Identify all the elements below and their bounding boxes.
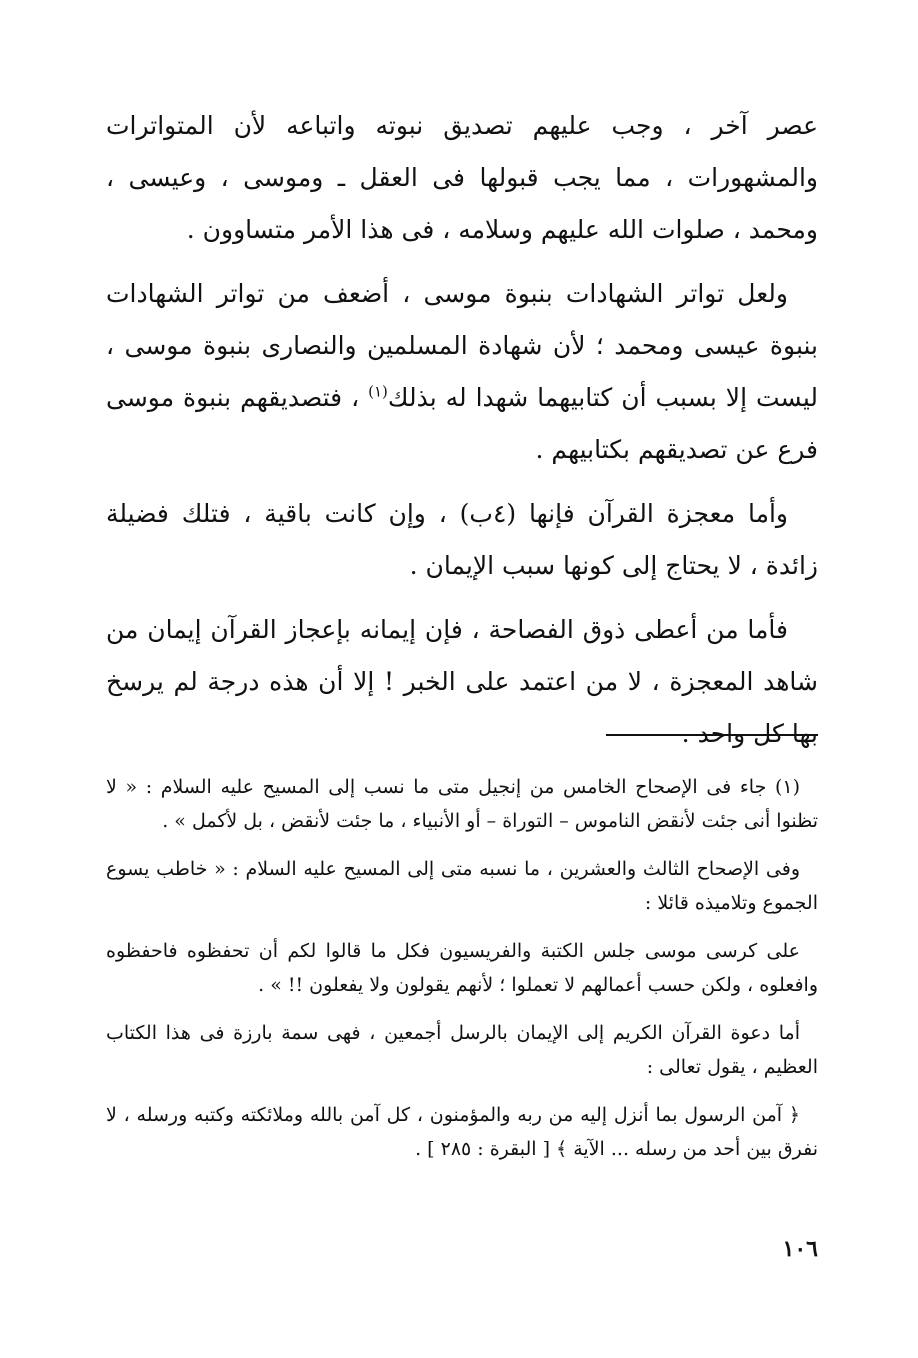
paragraph-2-text-after: ، فتصديقهم بنبوة موسى فرع عن تصديقهم بكتابيهم . [106, 383, 818, 464]
paragraph-1: عصر آخر ، وجب عليهم تصديق نبوته واتباعه لأن المتواترات والمشهورات ، مما يجب قبولها فى العقل ـ وموسى ، وعيسى ، ومحمد ، صلوات الله عليهم وسلامه ، فى هذا الأمر متساوون . [106, 111, 818, 244]
footnote-separator [606, 734, 818, 736]
paragraph-4: فأما من أعطى ذوق الفصاحة ، فإن إيمانه بإعجاز القرآن إيمان من شاهد المعجزة ، لا من اعتمد على الخبر ! إلا أن هذه درجة لم يرسخ بها كل واحد . [106, 615, 818, 748]
footnotes [106, 770, 818, 1180]
paragraph-2 [106, 268, 818, 476]
footnote-paragraph-3: على كرسى موسى جلس الكتبة والفريسيون فكل ما قالوا لكم أن تحفظوه فاحفظوه وافعلوه ، ولكن حسب أعمالهم لا تعملوا ؛ لأنهم يقولون ولا يفعلون !! » . [106, 940, 818, 996]
footnote-reference: (١) [368, 382, 388, 401]
paragraph-2-text: ولعل تواتر الشهادات بنبوة موسى ، أضعف من تواتر الشهادات بنبوة عيسى ومحمد ؛ لأن شهادة المسلمين والنصارى بنبوة موسى ، ليست إلا بسبب أن كتابيهما شهدا له بذلك [106, 279, 818, 412]
paragraph-3: وأما معجزة القرآن فإنها (٤ب) ، وإن كانت باقية ، فتلك فضيلة زائدة ، لا يحتاج إلى كونها سبب الإيمان . [106, 499, 818, 580]
main-text [106, 100, 818, 772]
footnote-paragraph-4: أما دعوة القرآن الكريم إلى الإيمان بالرسل أجمعين ، فهى سمة بارزة فى هذا الكتاب العظيم ، يقول تعالى : [106, 1022, 818, 1078]
page-number: ١٠٦ [782, 1236, 818, 1262]
footnote-paragraph-2: وفى الإصحاح الثالث والعشرين ، ما نسبه متى إلى المسيح عليه السلام : « خاطب يسوع الجموع وتلاميذه قائلا : [106, 858, 818, 914]
footnote-quran-verse: ﴿ آمن الرسول بما أنزل إليه من ربه والمؤمنون ، كل آمن بالله وملائكته وكتبه ورسله ، لا نفرق بين أحد من رسله ... الآية ﴾ [ البقرة : ٢٨٥ ] . [106, 1104, 818, 1160]
footnote-1: (١) جاء فى الإصحاح الخامس من إنجيل متى ما نسب إلى المسيح عليه السلام : « لا تظنوا أنى جئت لأنقض الناموس – التوراة – أو الأنبياء ، ما جئت لأنقض ، بل لأكمل » . [106, 776, 818, 832]
